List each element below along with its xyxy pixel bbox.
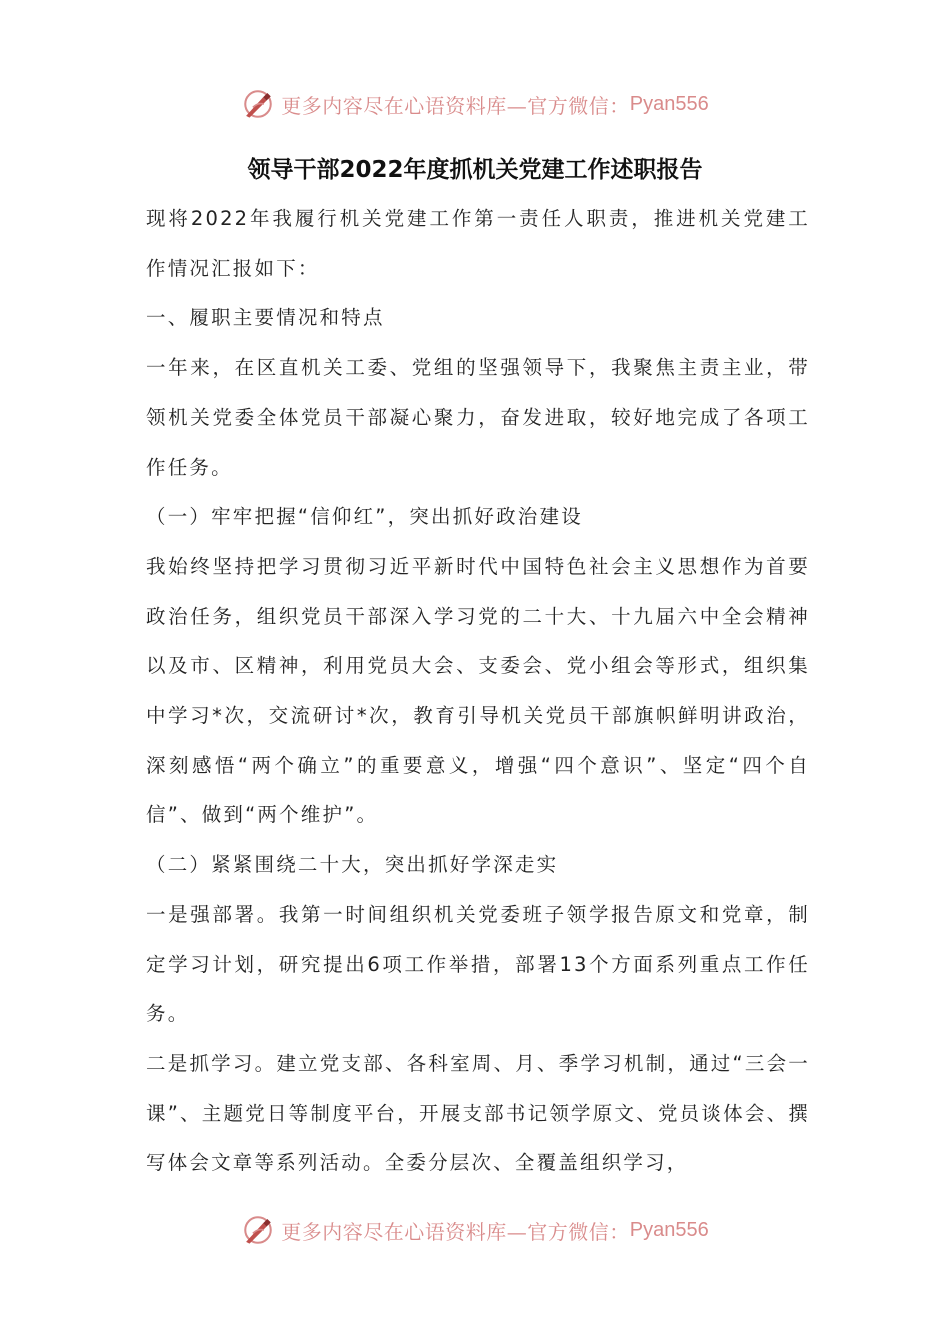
paragraph-political-building: 我始终坚持把学习贯彻习近平新时代中国特色社会主义思想作为首要政治任务，组织党员干部深入学习党的二十大、十九届六中全会精神以及市、区精神，利用党员大会、支委会、党小组会等形式，组织集中学习*次，交流研讨*次，教育引导机关党员干部旗帜鲜明讲政治，深刻感悟“两个确立”的重要意义，增强“四个意识”、坚定“四个自信”、做到“两个维护”。	[146, 554, 810, 827]
watermark-account: Pyan556	[629, 1218, 709, 1241]
heading-subsection-1: （一）牢牢把握“信仰红”，突出抓好政治建设	[146, 505, 583, 529]
heading-section-1: 一、履职主要情况和特点	[146, 306, 385, 330]
paragraph-intro: 现将2022年我履行机关党建工作第一责任人职责，推进机关党建工作情况汇报如下：	[146, 207, 810, 280]
watermark-footer	[0, 1210, 950, 1250]
pen-logo-icon	[241, 1213, 275, 1247]
paragraph-summary: 一年来，在区直机关工委、党组的坚强领导下，我聚焦主责主业，带领机关党委全体党员干部凝心聚力，奋发进取，较好地完成了各项工作任务。	[146, 356, 810, 479]
heading-subsection-2: （二）紧紧围绕二十大，突出抓好学深走实	[146, 853, 559, 877]
watermark-text: 更多内容尽在心语资料库—官方微信：	[281, 1219, 630, 1244]
document-body	[146, 194, 810, 1188]
watermark-header	[0, 84, 950, 124]
pen-logo-icon	[241, 87, 275, 121]
document-title: 领导干部2022年度抓机关党建工作述职报告	[247, 157, 703, 183]
watermark-text: 更多内容尽在心语资料库—官方微信：	[281, 93, 630, 118]
paragraph-deployment: 一是强部署。我第一时间组织机关党委班子领学报告原文和党章，制定学习计划，研究提出6项工作举措，部署13个方面系列重点工作任务。	[146, 902, 810, 1026]
watermark-account: Pyan556	[629, 92, 709, 115]
paragraph-study: 二是抓学习。建立党支部、各科室周、月、季学习机制，通过“三会一课”、主题党日等制度平台，开展支部书记领学原文、党员谈体会、撰写体会文章等系列活动。全委分层次、全覆盖组织学习，	[146, 1051, 810, 1175]
